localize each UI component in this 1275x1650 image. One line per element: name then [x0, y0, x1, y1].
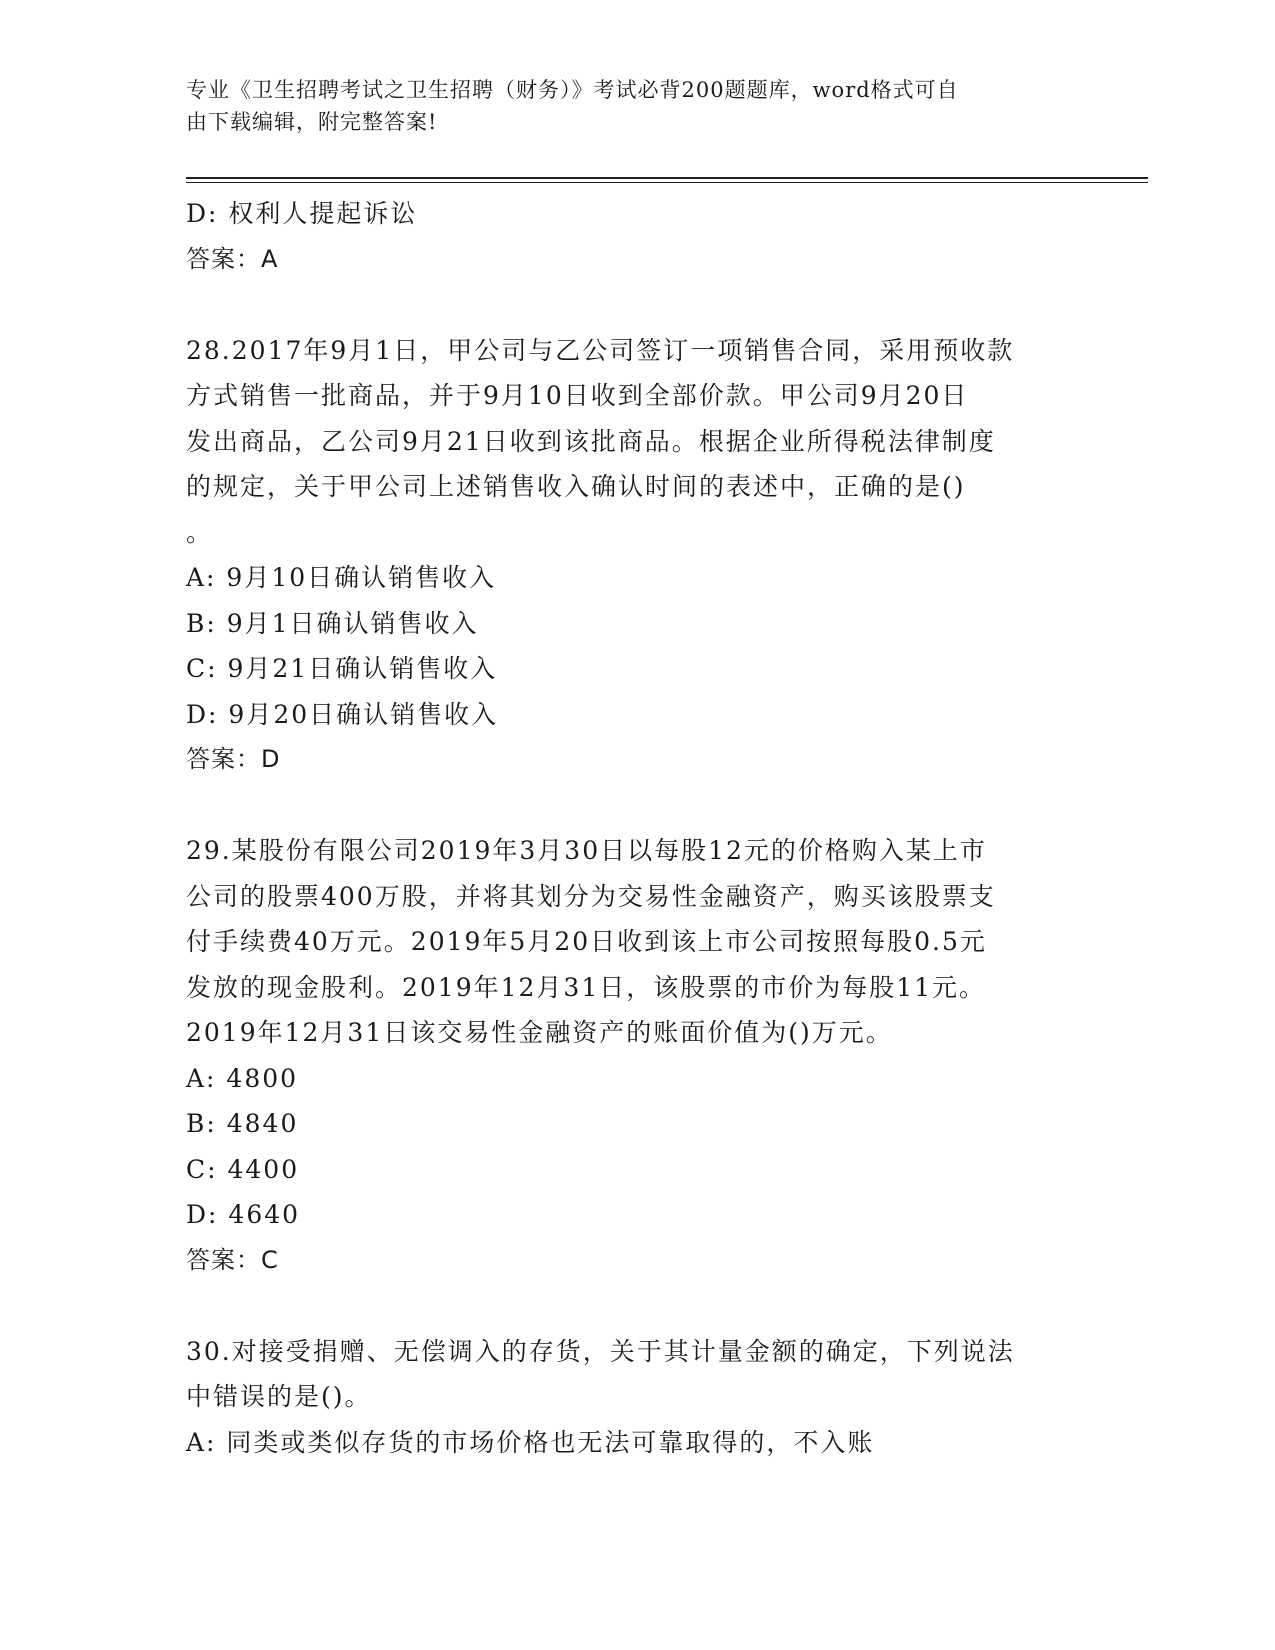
- header-line-2: 由下载编辑，附完整答案!: [186, 110, 438, 134]
- question-29-option-d: D: 4640: [186, 1200, 301, 1229]
- document-body: [186, 191, 1086, 1465]
- question-29-line: 29.某股份有限公司2019年3月30日以每股12元的价格购入某上市: [186, 836, 987, 865]
- question-30: [186, 1329, 1086, 1466]
- question-28-option-b: B: 9月1日确认销售收入: [186, 608, 479, 638]
- question-28-line: 发出商品，乙公司9月21日收到该批商品。根据企业所得税法律制度: [186, 426, 996, 456]
- spacer: [186, 1283, 1086, 1329]
- question-29: [186, 828, 1086, 1283]
- question-28-answer: 答案：D: [186, 745, 281, 773]
- question-28: [186, 328, 1086, 783]
- question-29-answer: 答案：C: [186, 1245, 279, 1274]
- question-28-line: 28.2017年9月1日，甲公司与乙公司签订一项销售合同，采用预收款: [186, 335, 1015, 365]
- header-divider-thin: [186, 182, 1148, 183]
- page-header: [186, 74, 1066, 138]
- question-29-line: 2019年12月31日该交易性金融资产的账面价值为()万元。: [186, 1018, 893, 1047]
- question-28-option-d: D: 9月20日确认销售收入: [186, 699, 499, 729]
- spacer: [186, 783, 1086, 829]
- question-30-line: 中错误的是()。: [186, 1382, 372, 1411]
- question-30-option-a: A: 同类或类似存货的市场价格也无法可靠取得的，不入账: [186, 1427, 875, 1457]
- prev-answer: 答案：A: [186, 244, 279, 273]
- question-29-line: 公司的股票400万股，并将其划分为交易性金融资产，购买该股票支: [186, 881, 996, 911]
- spacer: [186, 282, 1086, 328]
- question-29-option-b: B: 4840: [186, 1109, 299, 1138]
- question-29-line: 付手续费40万元。2019年5月20日收到该上市公司按照每股0.5元: [186, 927, 987, 956]
- question-28-option-c: C: 9月21日确认销售收入: [186, 654, 498, 683]
- question-28-option-a: A: 9月10日确认销售收入: [186, 563, 497, 592]
- header-divider-thick: [186, 177, 1148, 179]
- header-line-1: 专业《卫生招聘考试之卫生招聘（财务）》考试必背200题题库，word格式可自: [186, 78, 959, 102]
- question-28-line: 的规定，关于甲公司上述销售收入确认时间的表述中，正确的是(): [186, 472, 966, 501]
- question-29-option-c: C: 4400: [186, 1154, 300, 1184]
- question-28-line: 。: [186, 517, 214, 547]
- question-28-line: 方式销售一批商品，并于9月10日收到全部价款。甲公司9月20日: [186, 381, 969, 410]
- prev-option-d: D: 权利人提起诉讼: [186, 199, 418, 228]
- question-30-line: 30.对接受捐赠、无偿调入的存货，关于其计量金额的确定，下列说法: [186, 1336, 1015, 1366]
- question-29-line: 发放的现金股利。2019年12月31日，该股票的市价为每股11元。: [186, 972, 987, 1002]
- question-29-option-a: A: 4800: [186, 1063, 299, 1093]
